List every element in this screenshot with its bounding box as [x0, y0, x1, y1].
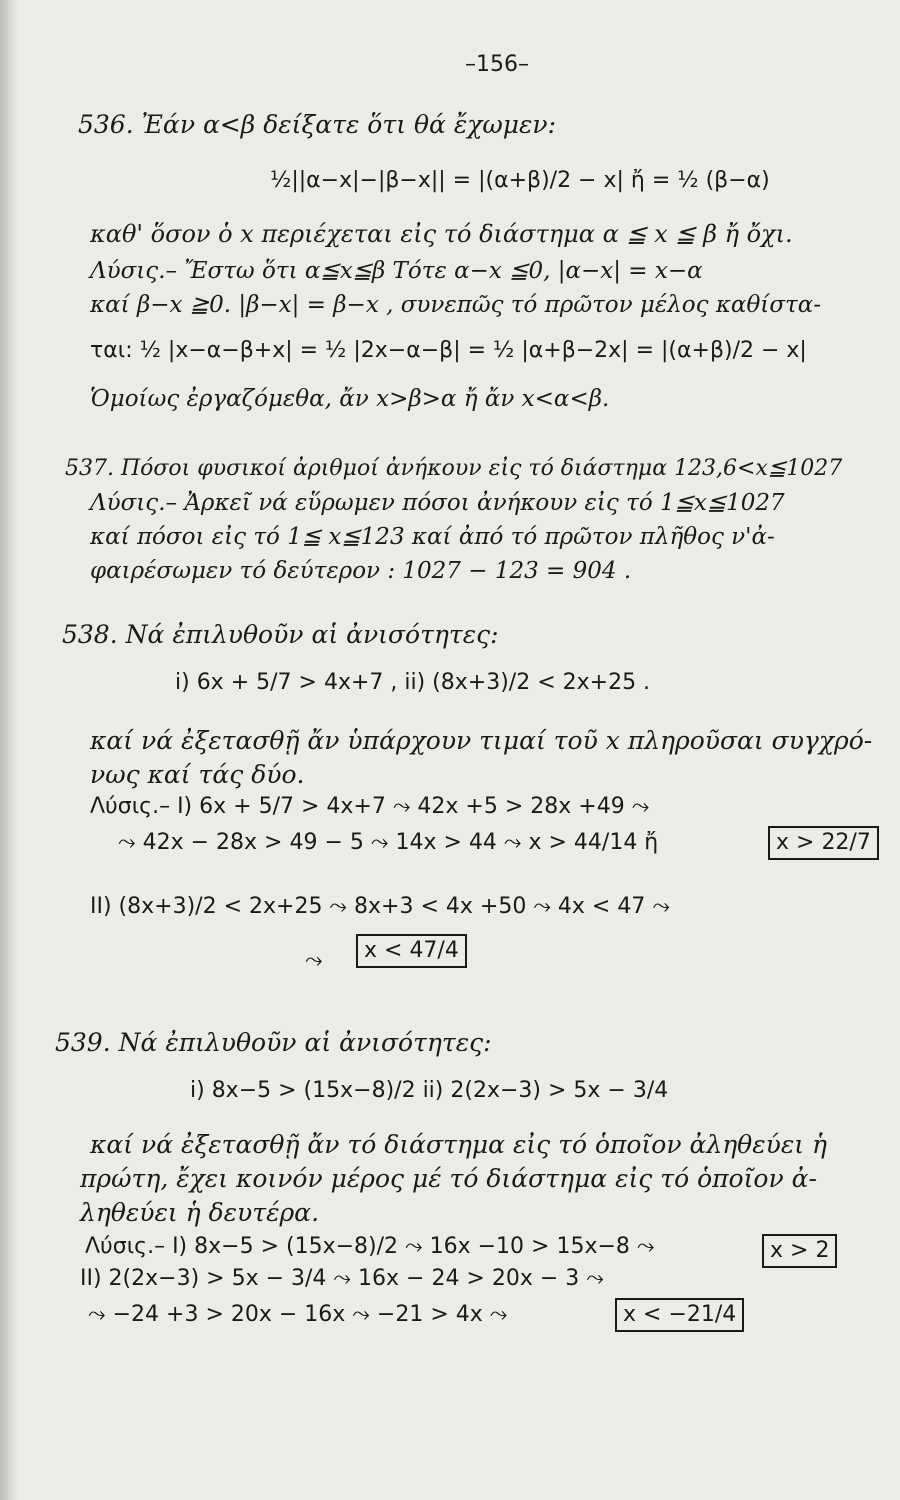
problem-539-line5: ληθεύει ἡ δευτέρα. [80, 1198, 320, 1227]
problem-536-title: 536. Ἐάν α<β δείξατε ὅτι θά ἔχωμεν: [78, 110, 557, 139]
problem-539-line3: καί νά ἐξετασθῇ ἄν τό διάστημα εἰς τό ὁποῖον ἀληθεύει ἡ [90, 1130, 827, 1159]
problem-538-solution-i-line1: Λύσις.– I) 6x + 5/7 > 4x+7 ⤳ 42x +5 > 28x +49 ⤳ [90, 794, 650, 819]
problem-536-line3: καθ' ὅσον ὁ x περιέχεται εἰς τό διάστημα α ≦ x ≦ β ἤ ὄχι. [90, 220, 793, 248]
problem-538-inequalities: i) 6x + 5/7 > 4x+7 , ii) (8x+3)/2 < 2x+25 . [175, 670, 651, 695]
problem-536-solution-line4: Ὁμοίως ἐργαζόμεθα, ἄν x>β>α ἤ ἄν x<α<β. [90, 386, 610, 412]
problem-537-title: 537. Πόσοι φυσικοί ἀριθμοί ἀνήκουν εἰς τό διάστημα 123,6<x≦1027 [65, 456, 843, 481]
problem-538-answer-ii-box: x < 47/4 [356, 934, 467, 968]
problem-539-solution-ii-line1: II) 2(2x−3) > 5x − 3/4 ⤳ 16x − 24 > 20x − 3 ⤳ [80, 1266, 604, 1291]
problem-538-arrow: ⤳ [305, 948, 323, 973]
problem-539-answer-i-box: x > 2 [762, 1234, 837, 1268]
problem-538-solution-ii-line1: II) (8x+3)/2 < 2x+25 ⤳ 8x+3 < 4x +50 ⤳ 4x < 47 ⤳ [90, 894, 670, 919]
problem-536-solution-line1: Λύσις.– Ἔστω ὅτι α≦x≦β Τότε α−x ≦0, |α−x| = x−α [90, 258, 703, 284]
problem-537-solution-line3: φαιρέσωμεν τό δεύτερον : 1027 − 123 = 904 . [90, 558, 632, 584]
problem-537-solution-line2: καί πόσοι εἰς τό 1≦ x≦123 καί ἀπό τό πρῶτον πλῆθος ν'ἀ- [90, 524, 775, 550]
problem-538-title: 538. Νά ἐπιλυθοῦν αἱ ἀνισότητες: [62, 620, 499, 649]
page-fold-shadow [0, 0, 18, 1500]
page-number: –156– [465, 52, 529, 77]
problem-538-line3: καί νά ἐξετασθῇ ἄν ὑπάρχουν τιμαί τοῦ x πληροῦσαι συγχρό- [90, 726, 873, 755]
problem-538-line4: νως καί τάς δύο. [90, 760, 305, 789]
problem-536-formula: ½||α−x|−|β−x|| = |(α+β)/2 − x| ἤ = ½ (β−α) [270, 168, 770, 193]
problem-538-answer-i-box: x > 22/7 [768, 826, 879, 860]
problem-536-solution-line3: ται: ½ |x−α−β+x| = ½ |2x−α−β| = ½ |α+β−2x| = |(α+β)/2 − x| [90, 338, 807, 363]
problem-538-solution-i-line2: ⤳ 42x − 28x > 49 − 5 ⤳ 14x > 44 ⤳ x > 44/14 ἤ [118, 830, 659, 855]
problem-536-solution-line2: καί β−x ≧0. |β−x| = β−x , συνεπῶς τό πρῶτον μέλος καθίστα- [90, 292, 822, 318]
problem-539-answer-ii-box: x < −21/4 [615, 1298, 744, 1332]
problem-539-line4: πρώτη, ἔχει κοινόν μέρος μέ τό διάστημα εἰς τό ὁποῖον ἀ- [80, 1164, 817, 1193]
problem-539-inequalities: i) 8x−5 > (15x−8)/2 ii) 2(2x−3) > 5x − 3/4 [190, 1078, 669, 1103]
problem-539-solution-ii-line2: ⤳ −24 +3 > 20x − 16x ⤳ −21 > 4x ⤳ [88, 1302, 508, 1327]
problem-539-solution-i: Λύσις.– I) 8x−5 > (15x−8)/2 ⤳ 16x −10 > 15x−8 ⤳ [85, 1234, 655, 1259]
problem-539-title: 539. Νά ἐπιλυθοῦν αἱ ἀνισότητες: [55, 1028, 492, 1057]
problem-537-solution-line1: Λύσις.– Ἀρκεῖ νά εὕρωμεν πόσοι ἀνήκουν εἰς τό 1≦x≦1027 [90, 490, 785, 516]
